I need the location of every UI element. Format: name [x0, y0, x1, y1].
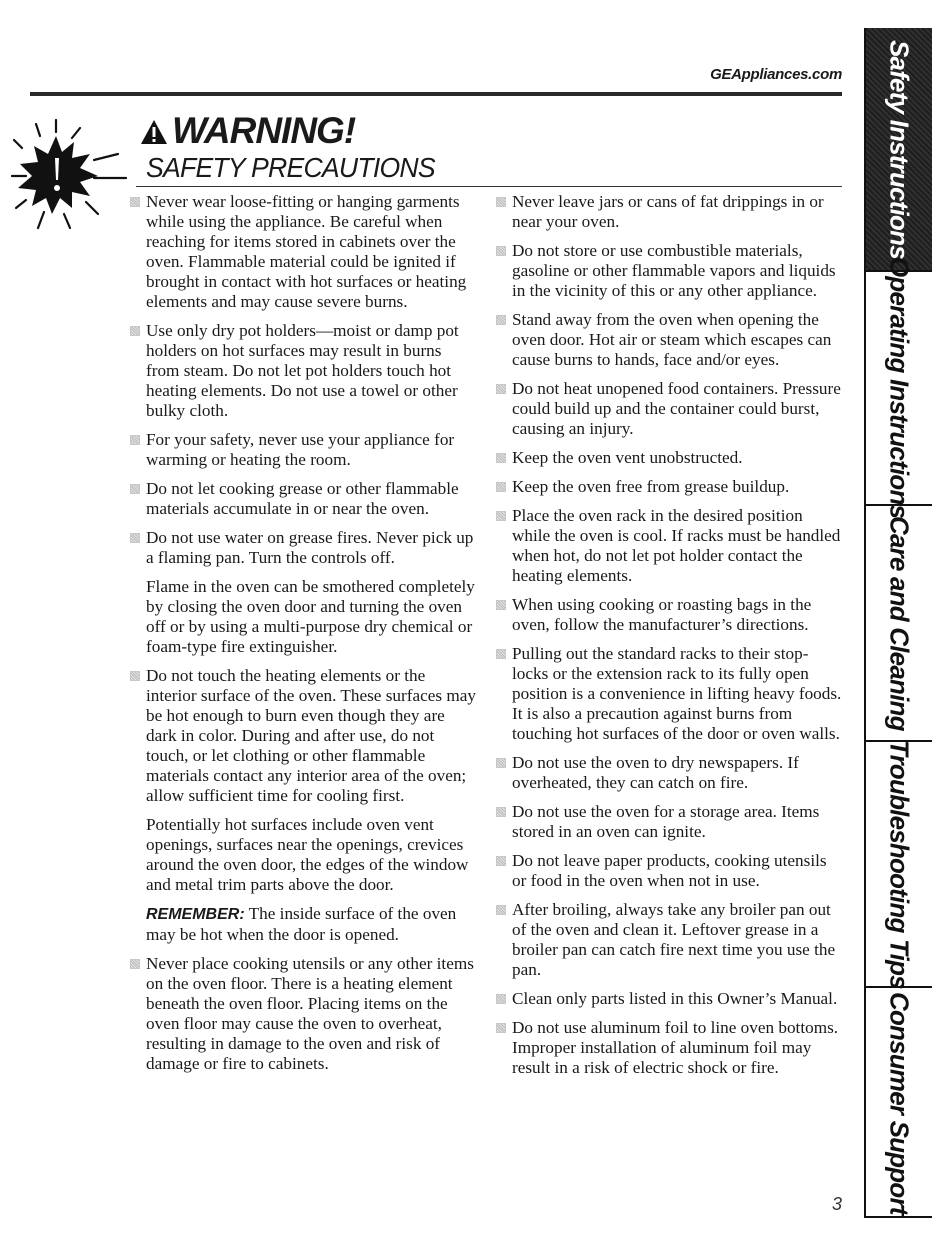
tab-care-and-cleaning[interactable]: Care and Cleaning: [866, 504, 932, 740]
subtitle-rule: [136, 186, 842, 187]
bullet-square-icon: [496, 649, 506, 659]
bullet-square-icon: [496, 807, 506, 817]
bullet-square-icon: [496, 600, 506, 610]
paragraph: Potentially hot surfaces include oven vent openings, surfaces near the openings, crevices around the oven door, the edges of the window and metal trim parts above the door.: [146, 815, 469, 894]
left-column: [128, 192, 478, 1083]
bullet-square-icon: [496, 856, 506, 866]
warning-title-text: WARNING!: [172, 110, 356, 151]
remember-note: [128, 904, 478, 945]
tabs-bottom-rule: [864, 1216, 932, 1218]
list-item: Use only dry pot holders—moist or damp pot holders on hot surfaces may result in burns from steam. Do not let pot holders touch hot heating elements. Do not use a towel or other bulky cloth.: [128, 321, 478, 421]
tab-safety-instructions[interactable]: Safety Instructions: [866, 28, 932, 270]
list-item: Never wear loose-fitting or hanging garments while using the appliance. Be careful when reaching for items stored in cabinets over the oven. Flammable material could be ignited if brought in contact with hot surfaces or heating elements and may cause severe burns.: [128, 192, 478, 312]
section-tabs: [864, 28, 932, 1218]
list-item: Place the oven rack in the desired position while the oven is cool. If racks must be handled when hot, do not let pot holder contact the heating elements.: [494, 506, 844, 586]
list-item: Do not store or use combustible materials, gasoline or other flammable vapors and liquids in the vicinity of this or any other appliance.: [494, 241, 844, 301]
tab-operating-instructions[interactable]: Operating Instructions: [866, 270, 932, 504]
bullet-square-icon: [496, 905, 506, 915]
bullet-square-icon: [130, 959, 140, 969]
list-item: Do not use aluminum foil to line oven bottoms. Improper installation of aluminum foil may result in a risk of electric shock or fire.: [494, 1018, 844, 1078]
list-item: Stand away from the oven when opening the oven door. Hot air or steam which escapes can cause burns to hands, face and/or eyes.: [494, 310, 844, 370]
list-item: Never leave jars or cans of fat drippings in or near your oven.: [494, 192, 844, 232]
bullet-square-icon: [496, 482, 506, 492]
bullet-square-icon: [130, 197, 140, 207]
list-item: Do not leave paper products, cooking utensils or food in the oven when not in use.: [494, 851, 844, 891]
bullet-square-icon: [496, 1023, 506, 1033]
list-item: When using cooking or roasting bags in the oven, follow the manufacturer’s directions.: [494, 595, 844, 635]
bullet-square-icon: [496, 758, 506, 768]
list-item: After broiling, always take any broiler pan out of the oven and clean it. Leftover grease in a broiler pan can catch fire next time you use the pan.: [494, 900, 844, 980]
list-item: Do not use the oven to dry newspapers. If overheated, they can catch on fire.: [494, 753, 844, 793]
warning-burst-icon: [8, 118, 138, 238]
page-number: 3: [832, 1194, 843, 1214]
bullet-square-icon: [496, 246, 506, 256]
paragraph: Flame in the oven can be smothered completely by closing the oven door and turning the oven off or by using a multi-purpose dry chemical or foam-type fire extinguisher.: [146, 577, 475, 656]
bullet-square-icon: [496, 197, 506, 207]
bullet-square-icon: [496, 994, 506, 1004]
list-item: Do not use water on grease fires. Never pick up a flaming pan. Turn the controls off.: [128, 528, 478, 568]
list-item: Do not use the oven for a storage area. Items stored in an oven can ignite.: [494, 802, 844, 842]
warning-triangle-icon: [140, 119, 168, 145]
list-item: Pulling out the standard racks to their stop-locks or the extension rack to its fully open position is a convenience in lifting heavy foods. It is also a precaution against burns from touching hot surfaces of the door or oven walls.: [494, 644, 844, 744]
remember-text: The inside surface of the oven may be hot when the door is opened.: [146, 904, 457, 944]
bullet-square-icon: [130, 326, 140, 336]
tab-troubleshooting-tips[interactable]: Troubleshooting Tips: [866, 740, 932, 986]
bullet-square-icon: [130, 533, 140, 543]
right-column: [494, 192, 844, 1087]
list-item: Clean only parts listed in this Owner’s Manual.: [494, 989, 844, 1009]
warning-subtitle: SAFETY PRECAUTIONS: [146, 152, 435, 183]
top-rule: [30, 92, 842, 96]
list-item: Do not let cooking grease or other flammable materials accumulate in or near the oven.: [128, 479, 478, 519]
list-item: For your safety, never use your appliance for warming or heating the room.: [128, 430, 478, 470]
list-item: Do not heat unopened food containers. Pressure could build up and the container could burst, causing an injury.: [494, 379, 844, 439]
bullet-square-icon: [496, 315, 506, 325]
remember-label: REMEMBER:: [146, 906, 245, 923]
bullet-square-icon: [496, 384, 506, 394]
bullet-square-icon: [130, 484, 140, 494]
list-item: Keep the oven vent unobstructed.: [494, 448, 844, 468]
bullet-square-icon: [130, 435, 140, 445]
bullet-square-icon: [496, 511, 506, 521]
tab-consumer-support[interactable]: Consumer Support: [866, 986, 932, 1218]
warning-title: [140, 110, 355, 152]
list-item: Do not touch the heating elements or the interior surface of the oven. These surfaces may be hot enough to burn even though they are dark in color. During and after use, do not touch, or let clothing or other flammable materials contact any interior area of the oven; allow sufficient time for cooling first.: [128, 666, 478, 806]
bullet-square-icon: [130, 671, 140, 681]
site-url: GEAppliances.com: [710, 66, 842, 83]
bullet-square-icon: [496, 453, 506, 463]
list-item: Keep the oven free from grease buildup.: [494, 477, 844, 497]
list-item: Never place cooking utensils or any other items on the oven floor. There is a heating element beneath the oven floor. Placing items on the oven floor may cause the oven to overheat, resulting in damage to the oven and risk of damage or fire to cabinets.: [128, 954, 478, 1074]
